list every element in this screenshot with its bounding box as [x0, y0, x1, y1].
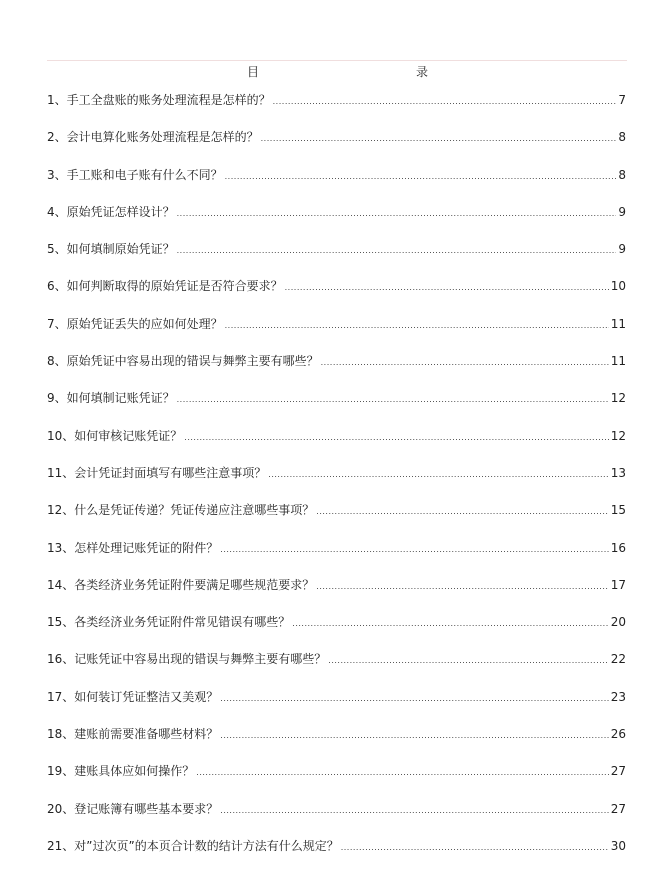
toc-entry-page: 13	[610, 465, 626, 480]
toc-leader-dots	[316, 507, 608, 516]
toc-entry-title[interactable]: 15、各类经济业务凭证附件常见错误有哪些？	[47, 615, 291, 630]
toc-entry-page: 11	[610, 354, 626, 369]
toc-entry-page: 9	[618, 242, 626, 257]
toc-entry[interactable]	[47, 650, 626, 687]
toc-entry-page: 27	[610, 764, 626, 779]
toc-entry[interactable]	[47, 166, 626, 203]
toc-entry-title[interactable]: 9、如何填制记账凭证？	[47, 391, 175, 406]
toc-leader-dots	[220, 731, 608, 740]
toc-entry-title[interactable]: 11、会计凭证封面填写有哪些注意事项？	[47, 465, 267, 480]
toc-entry-title[interactable]: 21、对”过次页”的本页合计数的结计方法有什么规定？	[47, 838, 339, 853]
toc-entry-title[interactable]: 5、如何填制原始凭证？	[47, 242, 175, 257]
toc-entry-page: 16	[610, 540, 626, 555]
toc-entry-page: 22	[610, 652, 626, 667]
toc-entry-page: 12	[610, 428, 626, 443]
toc-entry[interactable]	[47, 91, 626, 128]
toc-entry-page: 12	[610, 391, 626, 406]
toc-leader-dots	[341, 843, 609, 852]
toc-entry-page: 9	[618, 204, 626, 219]
toc-entry-title[interactable]: 7、原始凭证丢失的应如何处理？	[47, 316, 223, 331]
toc-entry-page: 15	[610, 503, 626, 518]
toc-entry-page: 7	[618, 93, 626, 107]
toc-entry[interactable]	[47, 352, 626, 389]
toc-entry[interactable]	[47, 576, 626, 613]
toc-entry[interactable]	[47, 464, 626, 501]
toc-leader-dots	[177, 246, 617, 255]
toc-entry[interactable]	[47, 277, 626, 314]
toc-entry-title[interactable]: 19、建账具体应如何操作？	[47, 764, 195, 779]
toc-entry[interactable]	[47, 240, 626, 277]
toc-entry-title[interactable]: 20、登记账簿有哪些基本要求？	[47, 801, 219, 816]
toc-entry-page: 30	[610, 838, 626, 853]
toc-leader-dots	[321, 358, 609, 367]
toc-entry-page: 20	[610, 615, 626, 630]
toc-entry[interactable]	[47, 725, 626, 762]
toc-entry[interactable]	[47, 688, 626, 725]
toc-heading-left: 目	[247, 65, 260, 79]
toc-leader-dots	[268, 470, 608, 479]
toc-leader-dots	[261, 134, 617, 143]
toc-leader-dots	[285, 283, 609, 292]
header-rule	[47, 60, 627, 61]
toc-entry-title[interactable]: 2、会计电算化账务处理流程是怎样的？	[47, 130, 259, 145]
toc-entry-page: 11	[610, 316, 626, 331]
toc-entry[interactable]	[47, 315, 626, 352]
toc-entry[interactable]	[47, 800, 626, 837]
toc-leader-dots	[196, 768, 608, 777]
toc-entry-title[interactable]: 1、手工全盘账的账务处理流程是怎样的？	[47, 93, 271, 107]
toc-entry[interactable]	[47, 762, 626, 799]
toc-entry-title[interactable]: 10、如何审核记账凭证？	[47, 428, 183, 443]
toc-entry-page: 27	[610, 801, 626, 816]
toc-entry-page: 23	[610, 689, 626, 704]
toc-entry-page: 17	[610, 577, 626, 592]
toc-entry[interactable]	[47, 427, 626, 464]
toc-leader-dots	[292, 619, 608, 628]
toc-leader-dots	[177, 209, 617, 218]
toc-leader-dots	[273, 97, 617, 106]
toc-entry-title[interactable]: 12、什么是凭证传递？凭证传递应注意哪些事项？	[47, 503, 315, 518]
toc-leader-dots	[225, 321, 609, 330]
toc-leader-dots	[328, 656, 608, 665]
toc-entry-title[interactable]: 6、如何判断取得的原始凭证是否符合要求？	[47, 279, 283, 294]
toc-entry-title[interactable]: 4、原始凭证怎样设计？	[47, 204, 175, 219]
toc-entry-page: 8	[618, 130, 626, 145]
table-of-contents	[47, 91, 626, 874]
toc-entry[interactable]	[47, 128, 626, 165]
toc-leader-dots	[177, 395, 609, 404]
toc-leader-dots	[184, 433, 608, 442]
toc-leader-dots	[316, 582, 608, 591]
toc-entry-title[interactable]: 14、各类经济业务凭证附件要满足哪些规范要求？	[47, 577, 315, 592]
toc-entry[interactable]	[47, 613, 626, 650]
toc-leader-dots	[225, 172, 617, 181]
toc-entry[interactable]	[47, 389, 626, 426]
toc-entry-title[interactable]: 16、记账凭证中容易出现的错误与舞弊主要有哪些？	[47, 652, 327, 667]
toc-entry-title[interactable]: 8、原始凭证中容易出现的错误与舞弊主要有哪些？	[47, 354, 319, 369]
toc-entry-page: 10	[610, 279, 626, 294]
toc-leader-dots	[220, 694, 608, 703]
toc-entry-title[interactable]: 17、如何装订凭证整洁又美观？	[47, 689, 219, 704]
toc-entry-title[interactable]: 3、手工账和电子账有什么不同？	[47, 167, 223, 182]
toc-leader-dots	[220, 545, 608, 554]
toc-entry[interactable]	[47, 837, 626, 874]
toc-heading-right: 录	[416, 65, 429, 79]
toc-entry-page: 8	[618, 167, 626, 182]
toc-entry-title[interactable]: 13、怎样处理记账凭证的附件？	[47, 540, 219, 555]
toc-entry-title[interactable]: 18、建账前需要准备哪些材料？	[47, 727, 219, 742]
toc-entry[interactable]	[47, 501, 626, 538]
toc-entry[interactable]	[47, 539, 626, 576]
toc-entry[interactable]	[47, 203, 626, 240]
toc-leader-dots	[220, 806, 608, 815]
toc-entry-page: 26	[610, 727, 626, 742]
